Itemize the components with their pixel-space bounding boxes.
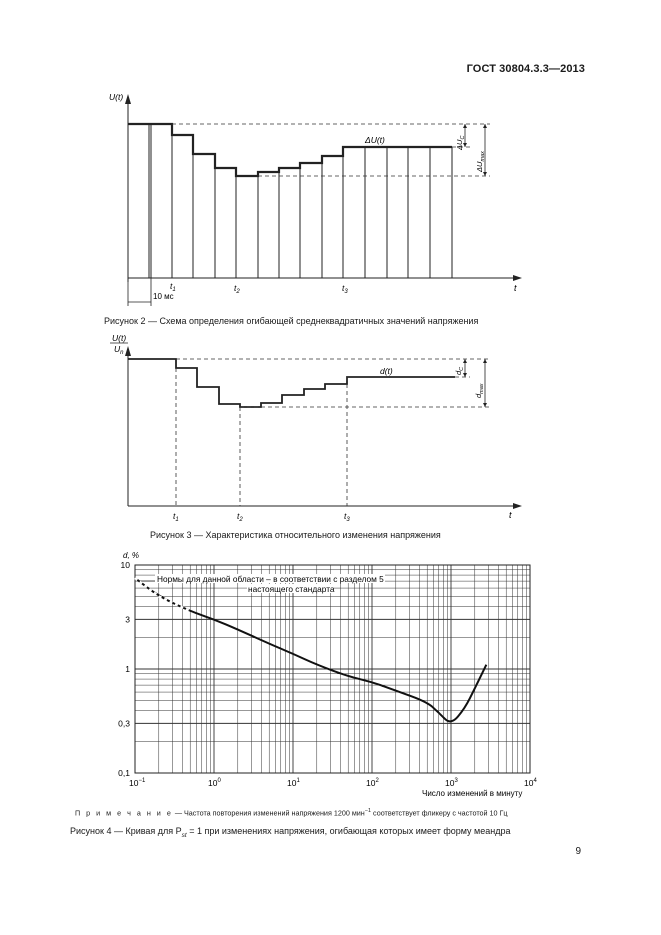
fig2-delta-u: ΔU(t) — [365, 135, 385, 145]
x-tick-label: $10^{-1}$ — [129, 778, 146, 788]
interval-label: 10 мс — [153, 292, 174, 301]
figure-3-diagram — [95, 330, 535, 525]
figure-2-diagram — [95, 88, 535, 310]
fig4-y-label: d, % — [123, 551, 140, 560]
figure-4-note: П р и м е ч а н и е — Частота повторения изменений напряжения 1200 мин$^{-1}$ соответствует фликеру с частотой 10 Гц — [75, 808, 508, 818]
fig3-t1: $t_1$ — [173, 511, 179, 523]
x-tick-label: $10^0$ — [208, 778, 221, 788]
y-tick-label: 3 — [125, 614, 130, 625]
fig3-curve-label: d(t) — [380, 366, 393, 376]
fig3-t3: $t_3$ — [344, 511, 350, 523]
fig2-x-label: t — [514, 283, 517, 293]
y-tick-label: 10 — [120, 560, 130, 570]
fig3-dc: $d_C$ — [454, 366, 465, 375]
figure-3-caption: Рисунок 3 — Характеристика относительного изменения напряжения — [150, 530, 441, 540]
fig4-annotation-line1: Нормы для данной области – в соответствии с разделом 5 — [157, 574, 384, 584]
fig4-x-label: Число изменений в минуту — [422, 789, 523, 798]
y-tick-label: 0,3 — [118, 718, 130, 729]
document-header: ГОСТ 30804.3.3—2013 — [466, 63, 585, 75]
fig2-t1: $t_1$ — [170, 281, 176, 293]
chart-grid — [135, 565, 530, 773]
figure-4-chart — [95, 545, 535, 800]
fig3-t2: $t_2$ — [237, 511, 243, 523]
fig3-dmax: $d_{max}$ — [474, 383, 485, 398]
x-tick-label: $10^1$ — [287, 778, 300, 788]
fig2-t3: $t_3$ — [342, 283, 348, 295]
fig3-y-label-num: U(t) — [112, 333, 127, 343]
fig2-delta-umax: $\Delta U_{max}$ — [475, 151, 486, 172]
figure-4-caption: Рисунок 4 — Кривая для $P_{st} = 1$ при изменениях напряжения, огибающая которых имеет форму меандра — [70, 826, 511, 839]
fig3-x-label: t — [509, 510, 512, 520]
y-tick-label: 1 — [125, 664, 130, 674]
x-tick-label: $10^2$ — [366, 778, 379, 788]
fig3-y-label-den: $U_n$ — [114, 344, 124, 356]
x-tick-label: $10^4$ — [524, 778, 537, 788]
fig2-y-label: U(t) — [109, 92, 124, 102]
fig2-t2: $t_2$ — [234, 283, 240, 295]
page-number: 9 — [575, 846, 581, 857]
fig2-delta-uc: $\Delta U_C$ — [455, 135, 466, 150]
y-tick-label: 0,1 — [118, 768, 130, 778]
figure-2-caption: Рисунок 2 — Схема определения огибающей среднеквадратичных значений напряжения — [104, 316, 479, 326]
x-tick-label: $10^3$ — [445, 778, 458, 788]
fig4-annotation-line2: настоящего стандарта — [248, 584, 335, 594]
